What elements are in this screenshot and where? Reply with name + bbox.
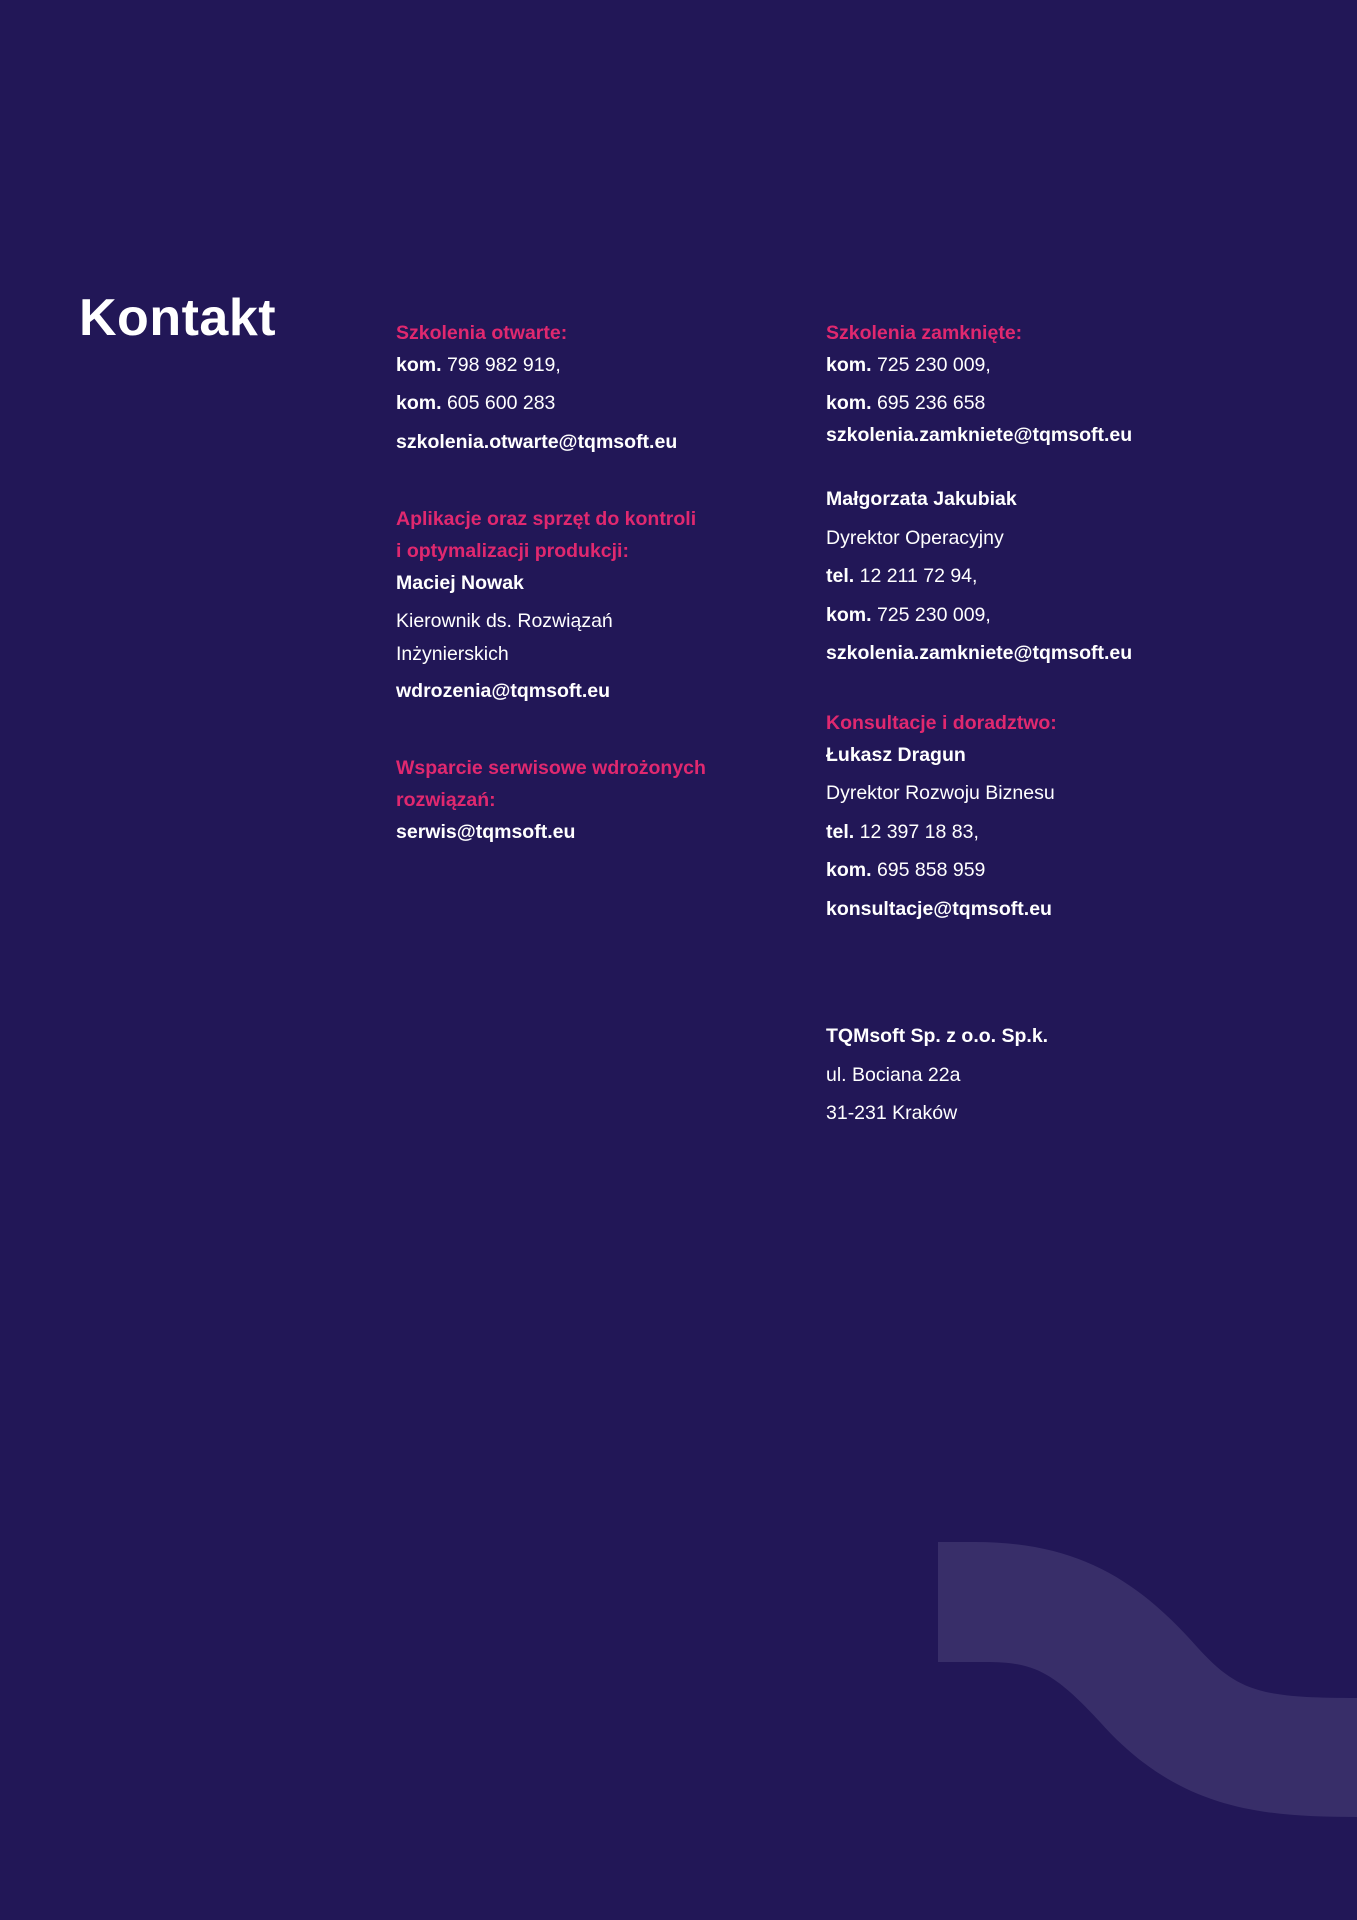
company-city: 31-231 Kraków bbox=[826, 1102, 958, 1124]
company-street: ul. Bociana 22a bbox=[826, 1064, 961, 1086]
service-heading-line-2: rozwiązań: bbox=[396, 789, 496, 811]
closed-training-email[interactable]: szkolenia.zamkniete@tqmsoft.eu bbox=[826, 424, 1133, 446]
decorative-wave-path bbox=[938, 1542, 1357, 1817]
consulting-heading: Konsultacje i doradztwo: bbox=[826, 712, 1057, 734]
open-training-heading: Szkolenia otwarte: bbox=[396, 322, 568, 344]
phone-label: kom. bbox=[396, 354, 442, 376]
phone-label: kom. bbox=[826, 859, 872, 881]
phone-label: kom. bbox=[396, 392, 442, 414]
phone-value: 725 230 009, bbox=[876, 604, 991, 626]
tel-label: tel. bbox=[826, 821, 855, 843]
company-name: TQMsoft Sp. z o.o. Sp.k. bbox=[826, 1025, 1049, 1047]
phone-value: 695 236 658 bbox=[876, 392, 986, 414]
phone-value: 695 858 959 bbox=[876, 859, 986, 881]
service-heading-line-1: Wsparcie serwisowe wdrożonych bbox=[396, 757, 706, 779]
operations-email[interactable]: szkolenia.zamkniete@tqmsoft.eu bbox=[826, 642, 1133, 664]
tel-value: 12 211 72 94, bbox=[859, 565, 978, 587]
operations-role: Dyrektor Operacyjny bbox=[826, 527, 1004, 549]
phone-label: kom. bbox=[826, 392, 872, 414]
closed-training-heading: Szkolenia zamknięte: bbox=[826, 322, 1023, 344]
phone-label: kom. bbox=[826, 604, 872, 626]
open-training-email[interactable]: szkolenia.otwarte@tqmsoft.eu bbox=[396, 431, 678, 453]
service-email[interactable]: serwis@tqmsoft.eu bbox=[396, 821, 576, 843]
consulting-email[interactable]: konsultacje@tqmsoft.eu bbox=[826, 898, 1052, 920]
phone-value: 725 230 009, bbox=[876, 354, 991, 376]
operations-contact-name: Małgorzata Jakubiak bbox=[826, 488, 1017, 510]
tel-label: tel. bbox=[826, 565, 855, 587]
phone-value: 605 600 283 bbox=[446, 392, 556, 414]
apps-role-line-2: Inżynierskich bbox=[396, 643, 509, 665]
apps-heading-line-2: i optymalizacji produkcji: bbox=[396, 540, 629, 562]
apps-heading-line-1: Aplikacje oraz sprzęt do kontroli bbox=[396, 508, 697, 530]
consulting-role: Dyrektor Rozwoju Biznesu bbox=[826, 782, 1055, 804]
phone-value: 798 982 919, bbox=[446, 354, 561, 376]
tel-value: 12 397 18 83, bbox=[859, 821, 979, 843]
page-title: Kontakt bbox=[79, 289, 277, 347]
apps-contact-name: Maciej Nowak bbox=[396, 572, 524, 594]
apps-role-line-1: Kierownik ds. Rozwiązań bbox=[396, 610, 613, 632]
consulting-contact-name: Łukasz Dragun bbox=[826, 744, 966, 766]
apps-email[interactable]: wdrozenia@tqmsoft.eu bbox=[396, 680, 611, 702]
phone-label: kom. bbox=[826, 354, 872, 376]
